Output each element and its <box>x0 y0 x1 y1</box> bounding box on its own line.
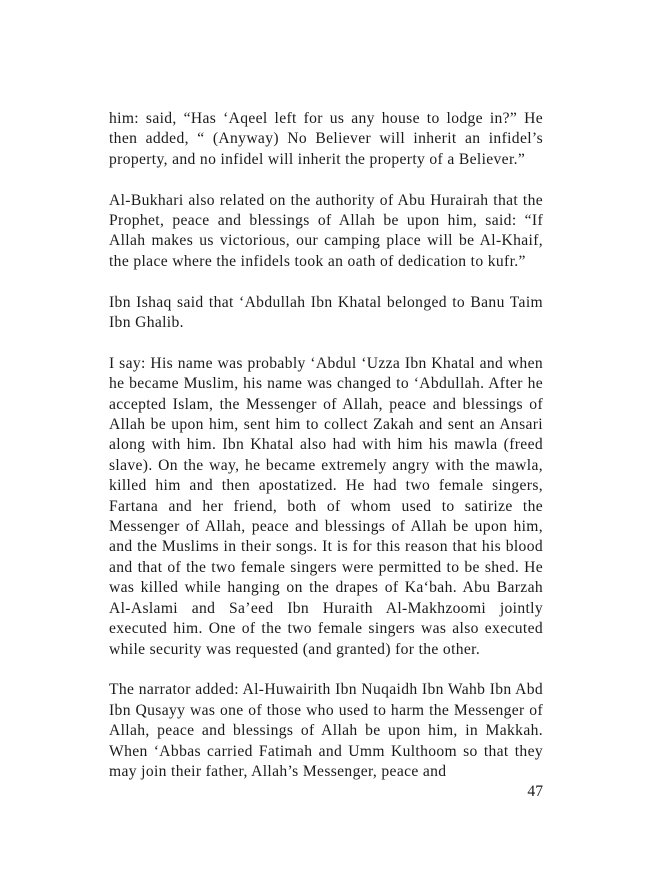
paragraph-huwairith: The narrator added: Al-Huwairith Ibn Nuqaidh Ibn Wahb Ibn Abd Ibn Qusayy was one of those who used to harm the Messenger of Allah, peace and blessings of Allah be upon him, in Makkah. When ‘Abbas carried Fatimah and Umm Kulthoom so that they may join their father, Allah’s Messenger, peace and <box>109 681 543 780</box>
paragraph-continuation: him: said, “Has ‘Aqeel left for us any house to lodge in?” He then added, “ (Anyway) No Believer will inherit an infidel’s property, and no infidel will inherit the property of a Believer.” <box>109 110 543 168</box>
paragraph-ibn-ishaq: Ibn Ishaq said that ‘Abdullah Ibn Khatal belonged to Banu Taim Ibn Ghalib. <box>109 293 543 332</box>
page-number: 47 <box>527 783 543 800</box>
paragraph-ibn-khatal: I say: His name was probably ‘Abdul ‘Uzza Ibn Khatal and when he became Muslim, his name was changed to ‘Abdullah. After he accepted Islam, the Messenger of Allah, peace and blessings of Allah be upon him, sent him to collect Zakah and sent an Ansari along with him. Ibn Khatal also had with him his mawla (freed slave). On the way, he became extremely angry with the mawla, killed him and then apostatized. He had two female singers, Fartana and her friend, both of whom used to satirize the Messenger of Allah, peace and blessings of Allah be upon him, and the Muslims in their songs. It is for this reason that his blood and that of the two female singers were permitted to be shed. He was killed while hanging on the drapes of Ka‘bah. Abu Barzah Al-Aslami and Sa’eed Ibn Huraith Al-Makhzoomi jointly executed him. One of the two female singers was also executed while security was requested (and granted) for the other. <box>109 354 543 658</box>
paragraph-bukhari: Al-Bukhari also related on the authority of Abu Hurairah that the Prophet, peace and blessings of Allah be upon him, said: “If Allah makes us victorious, our camping place will be Al-Khaif, the place where the infidels took an oath of dedication to kufr.” <box>109 191 543 270</box>
body-text <box>109 109 543 803</box>
